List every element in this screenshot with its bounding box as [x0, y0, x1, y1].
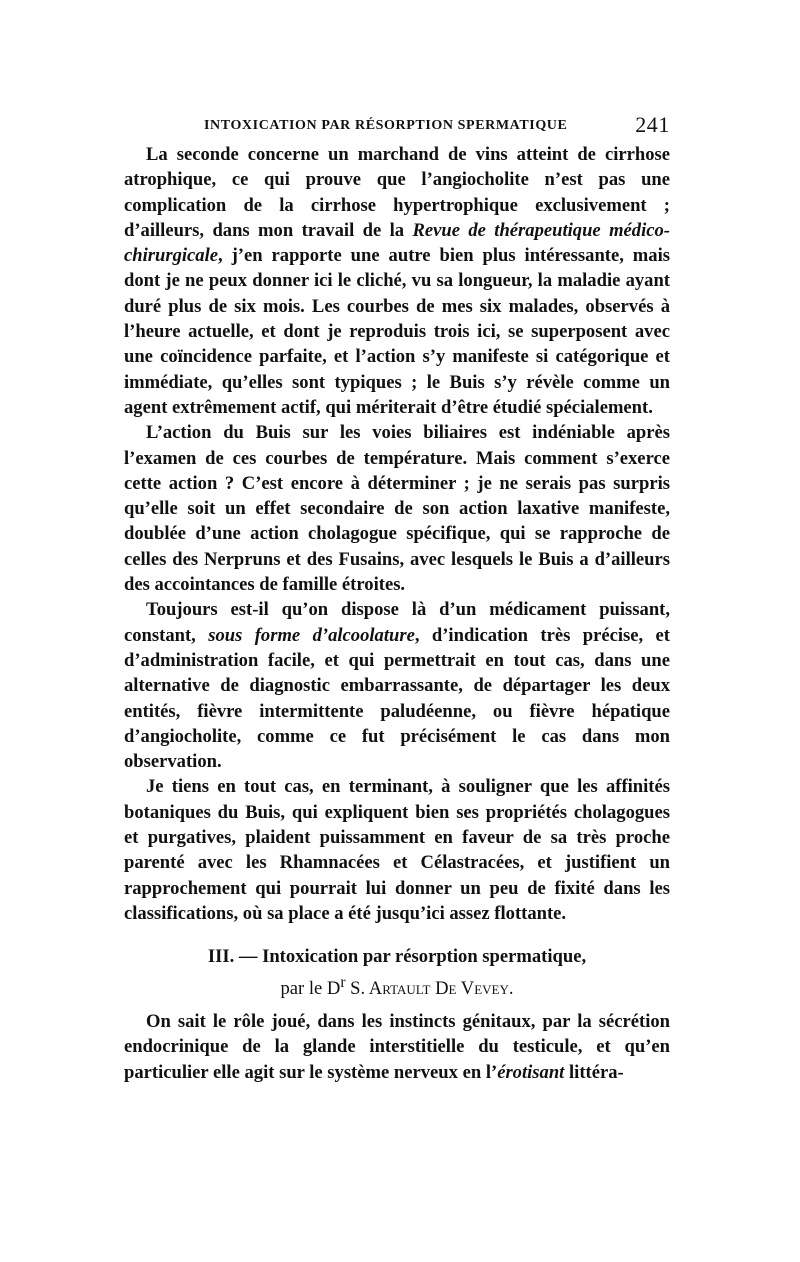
- paragraph-4: Je tiens en tout cas, en terminant, à souligner que les affinités botaniques du Buis, qui expliquent bien ses propriétés cholagogues et purgatives, plaident puissamment en faveur de sa très proche parenté avec les Rhamnacées et Célastracées, et justifient un rapprochement qui pourrait lui donner un peu de fixité dans les classifications, où sa place a été jusqu’ici assez flottante.: [124, 776, 670, 924]
- paragraph-3-part-a: Toujours est-il qu’on dispose là d’un médicament puissant, constant,: [124, 599, 670, 646]
- page-number: 241: [635, 112, 670, 137]
- byline-dr: D: [326, 977, 341, 999]
- paragraph-2: L’action du Buis sur les voies biliaires est indéniable après l’examen de ces courbes de température. Mais comment s’exerce cette action ? C’est encore à déterminer ; je ne serais pas surpris qu’elle soit un effet secondaire de son action laxative manifeste, doublée d’une action cholagogue spécifique, qui se rapproche de celles des Nerpruns et des Fusains, avec lesquels le Buis a d’ailleurs des accointances de famille étroites.: [124, 422, 670, 596]
- paragraph-5: [124, 1009, 670, 1085]
- paragraph-5-part-a: On sait le rôle joué, dans les instincts génitaux, par la sécrétion endocrinique de la glande interstitielle du testicule, et qu’en particulier elle agit sur le système nerveux en l’: [124, 1010, 670, 1083]
- journal-title: Revue de thérapeutique médico-chirurgicale: [124, 219, 670, 267]
- body-text: [124, 142, 670, 1085]
- erotisant-word: érotisant: [497, 1061, 565, 1083]
- byline-author: S. Artault De Vevey.: [345, 977, 514, 999]
- section-byline: [124, 970, 670, 1001]
- paragraph-1-part-c: , j’en rapporte une autre bien plus intéressante, mais dont je ne peux donner ici le cliché, vu sa longueur, la maladie ayant duré plus de six mois. Les courbes de mes six malades, observés à l’heure actuelle, et dont je reproduis trois ici, se superposent avec une coïncidence parfaite, et l’action s’y manifeste si catégorique et immédiate, qu’elles sont typiques ; le Buis s’y révèle comme un agent extrêmement actif, qui mériterait d’être étudié spécialement.: [124, 245, 670, 418]
- paragraph-1-part-a: La seconde concerne un marchand de vins atteint de cirrhose atrophique, ce qui prouve que l’angiocholite n’est pas une complication de la cirrhose hypertrophique exclusivement ; d’ailleurs, dans mon travail de la: [124, 144, 670, 241]
- alcoolature-phrase: sous forme d’alcoolature: [208, 624, 415, 646]
- paragraph-3: [124, 597, 670, 774]
- running-title: INTOXICATION PAR RÉSORPTION SPERMATIQUE: [204, 118, 568, 133]
- paragraph-3-part-c: , d’indication très précise, et d’administration facile, et qui permettrait en tout cas, dans une alternative de diagnostic embarrassante, de départager les deux entités, fièvre intermittente paludéenne, ou fièvre hépatique d’angiocholite, comme ce fut précisément le cas dans mon observation.: [124, 624, 670, 773]
- running-head: [124, 112, 670, 142]
- paragraph-1: [124, 142, 670, 420]
- section-heading: [124, 944, 670, 1001]
- byline-dr-sup: r: [340, 973, 346, 991]
- section-title: III. — Intoxication par résorption spermatique,: [207, 946, 587, 968]
- book-page: [124, 112, 670, 1085]
- byline-prefix: par le: [280, 977, 327, 999]
- paragraph-5-part-c: littéra-: [564, 1061, 624, 1083]
